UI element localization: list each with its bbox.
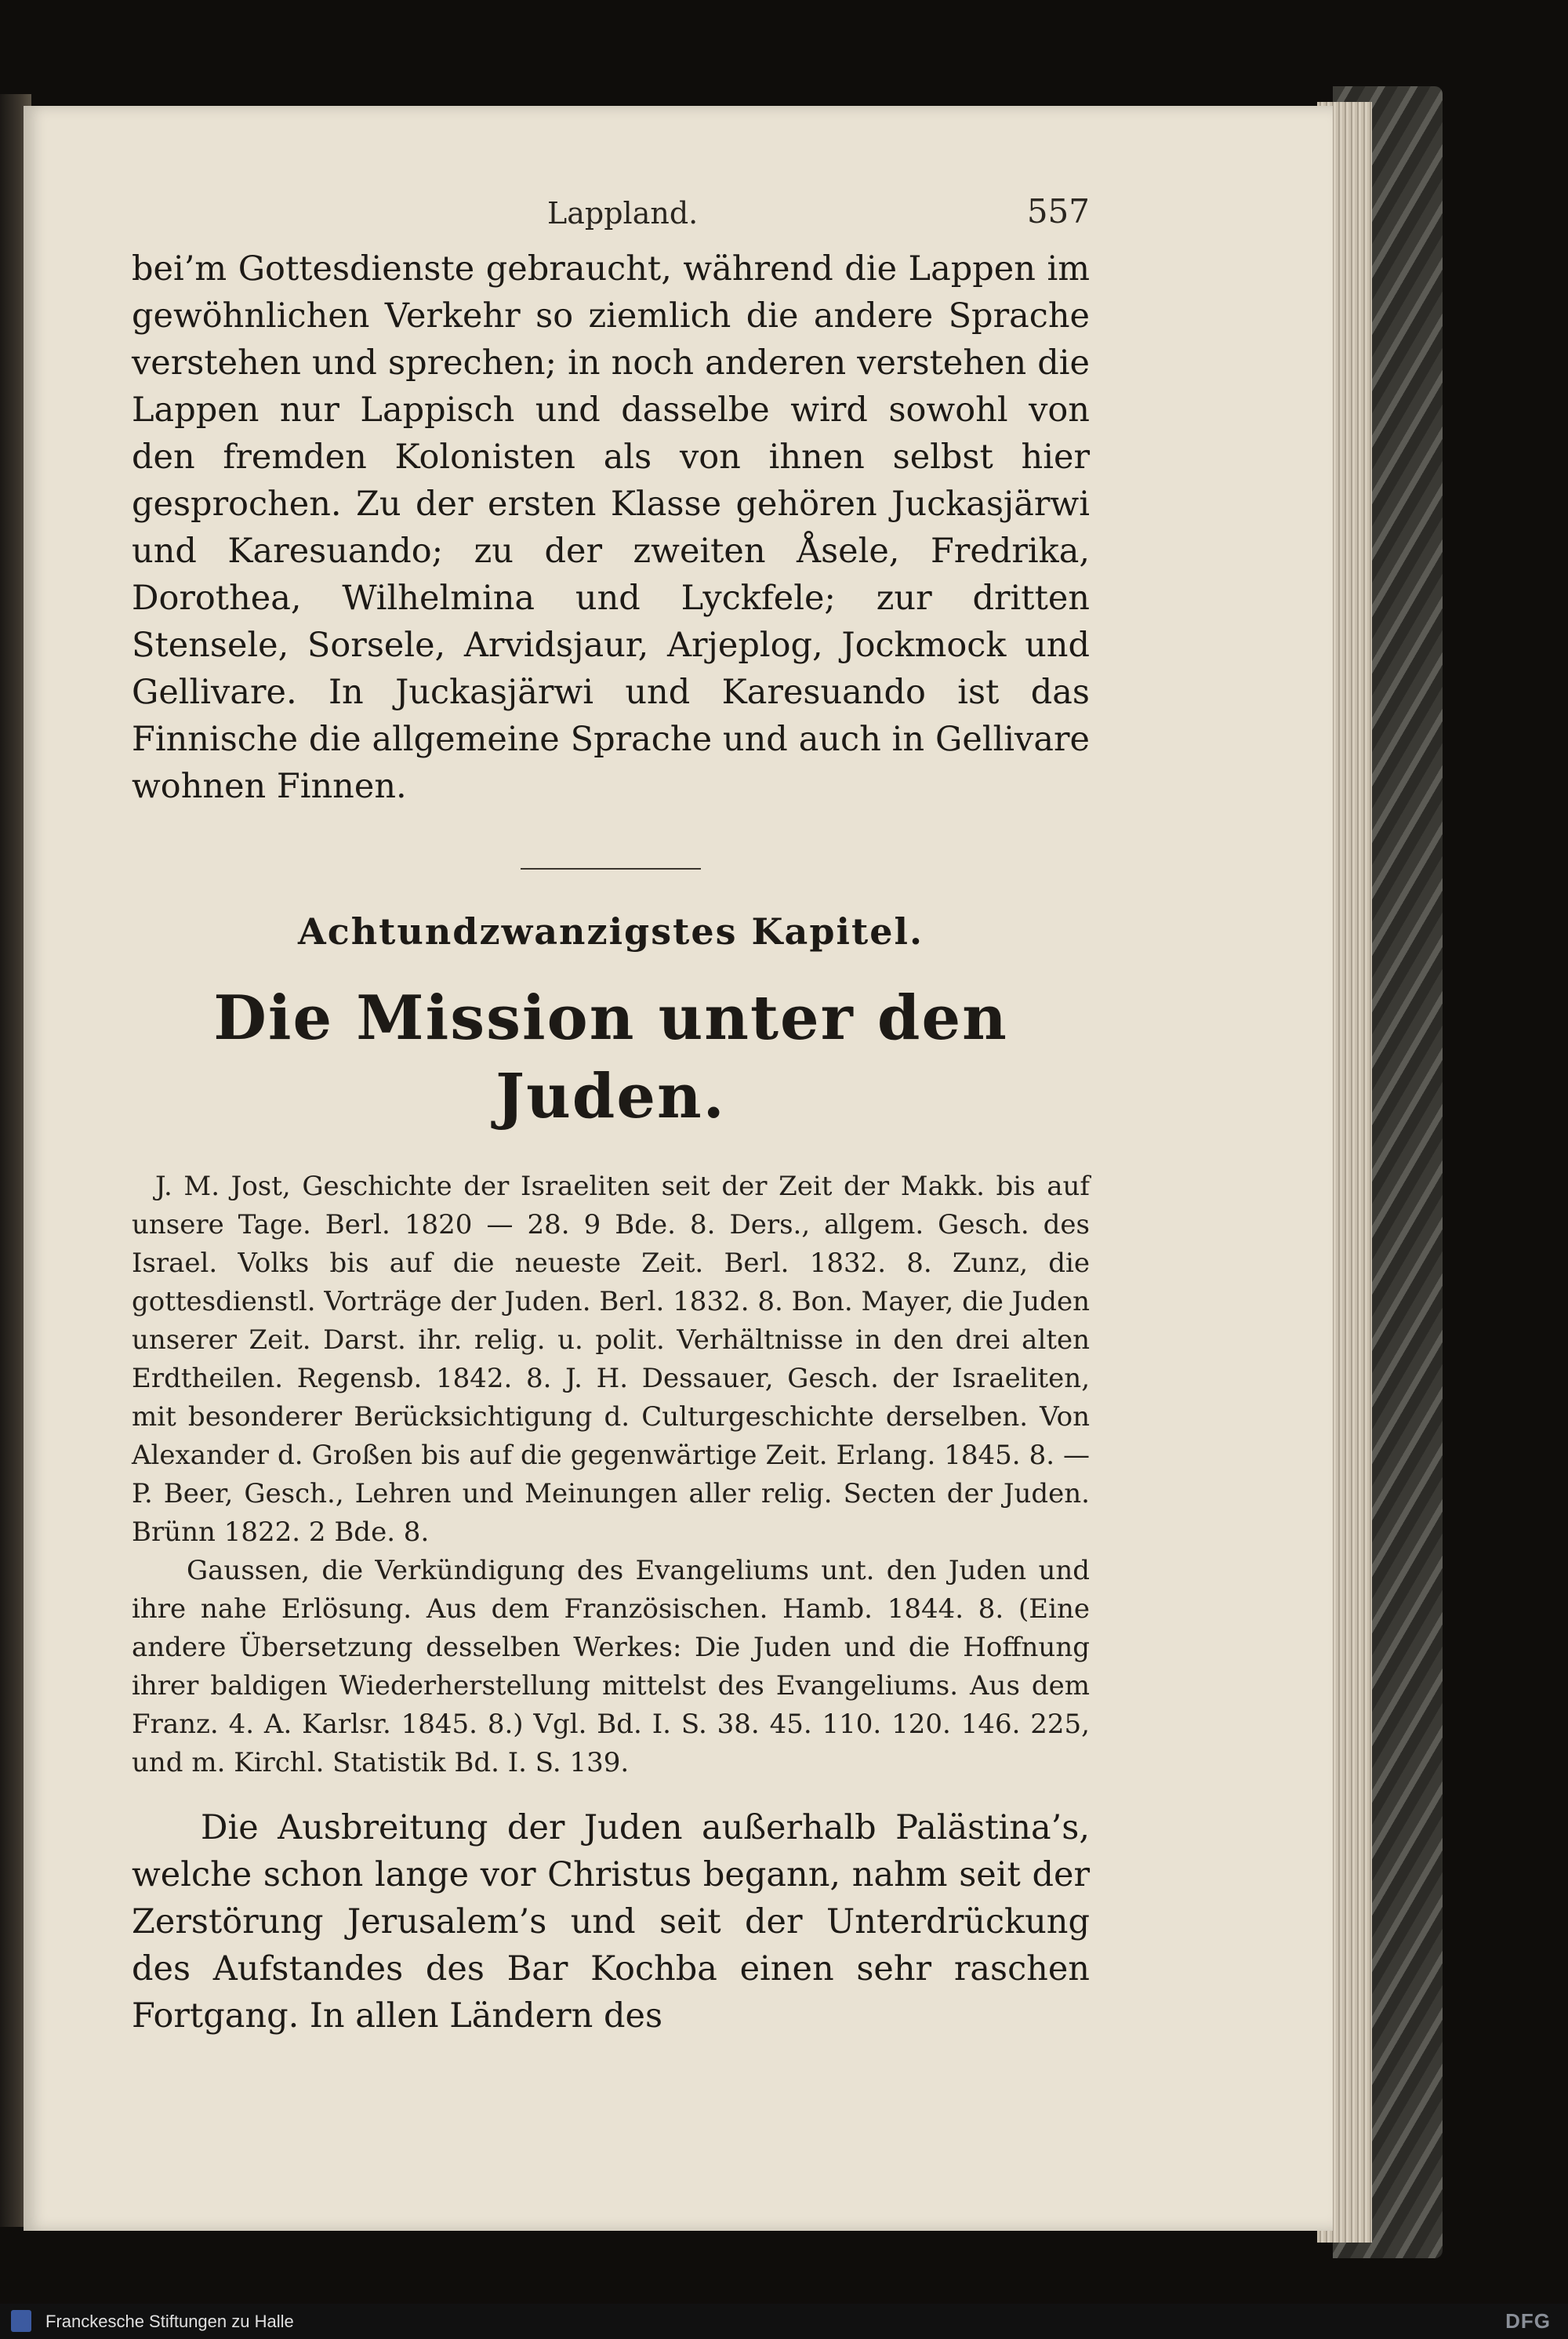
dfg-logo: DFG <box>1505 2309 1551 2333</box>
chapter-label: Achtundzwanzigstes Kapitel. <box>298 910 924 953</box>
bibliography-entry: J. M. Jost, Geschichte der Israeliten seit der Zeit der Makk. bis auf unsere Tage. Berl. 1820 — 28. 9 Bde. 8. Ders., allgem. Gesch. des Israel. Volks bis auf die neueste Zeit. Berl. 1832. 8. Zunz, die gottesdienstl. Vorträge der Juden. Berl. 1832. 8. Bon. Mayer, die Juden unserer Zeit. Darst. ihr. relig. u. polit. Verhältnisse in den drei alten Erdtheilen. Regensb. 1842. 8. J. H. Dessauer, Gesch. der Israeliten, mit besonderer Berücksichtigung d. Culturgeschichte derselben. Von Alexander d. Großen bis auf die gegenwärtige Zeit. Erlang. 1845. 8. — P. Beer, Gesch., Lehren und Meinungen aller relig. Secten der Juden. Brünn 1822. 2 Bde. 8. <box>132 1171 1090 1548</box>
page-number: 557 <box>1026 192 1090 231</box>
section-divider <box>521 868 701 870</box>
bibliography-entry: Gaussen, die Verkündigung des Evangeliums unt. den Juden und ihre nahe Erlösung. Aus dem Französischen. Hamb. 1844. 8. (Eine andere Übersetzung desselben Werkes: Die Juden und die Hoffnung ihrer baldigen Wiederherstellung mittelst des Evangeliums. Aus dem Franz. 4. A. Karlsr. 1845. 8.) Vgl. Bd. I. S. 38. 45. 110. 120. 146. 225, und m. Kirchl. Statistik Bd. I. S. 139. <box>132 1555 1090 1778</box>
running-head-title: Lappland. <box>547 196 699 231</box>
institution-name: Franckesche Stiftungen zu Halle <box>45 2312 294 2331</box>
page-content <box>132 192 1090 2039</box>
bibliography <box>132 1168 1090 1782</box>
paragraph-jews: Die Ausbreitung der Juden außerhalb Palästina’s, welche schon lange vor Christus begann, nahm seit der Zerstörung Jerusalem’s und seit der Unterdrückung des Aufstandes des Bar Kochba einen sehr raschen Fortgang. In allen Ländern des <box>132 1808 1090 2036</box>
footer-bar <box>0 2304 1568 2339</box>
running-head <box>132 192 1090 239</box>
institution-logo-icon <box>11 2310 31 2332</box>
paragraph-lappland: bei’m Gottesdienste gebraucht, während die Lappen im gewöhnlichen Verkehr so ziemlich die andere Sprache verstehen und sprechen; in noch anderen verstehen die Lappen nur Lappisch und dasselbe wird sowohl von den fremden Kolonisten als von ihnen selbst hier gesprochen. Zu der ersten Klasse gehören Juckasjärwi und Karesuando; zu der zweiten Åsele, Fredrika, Dorothea, Wilhelmina und Lyckfele; zur dritten Stensele, Sorsele, Arvidsjaur, Arjeplog, Jockmock und Gellivare. In Juckasjärwi und Karesuando ist das Finnische die allgemeine Sprache und auch in Gellivare wohnen Finnen. <box>132 249 1090 806</box>
chapter-title: Die Mission unter den Juden. <box>213 982 1008 1132</box>
